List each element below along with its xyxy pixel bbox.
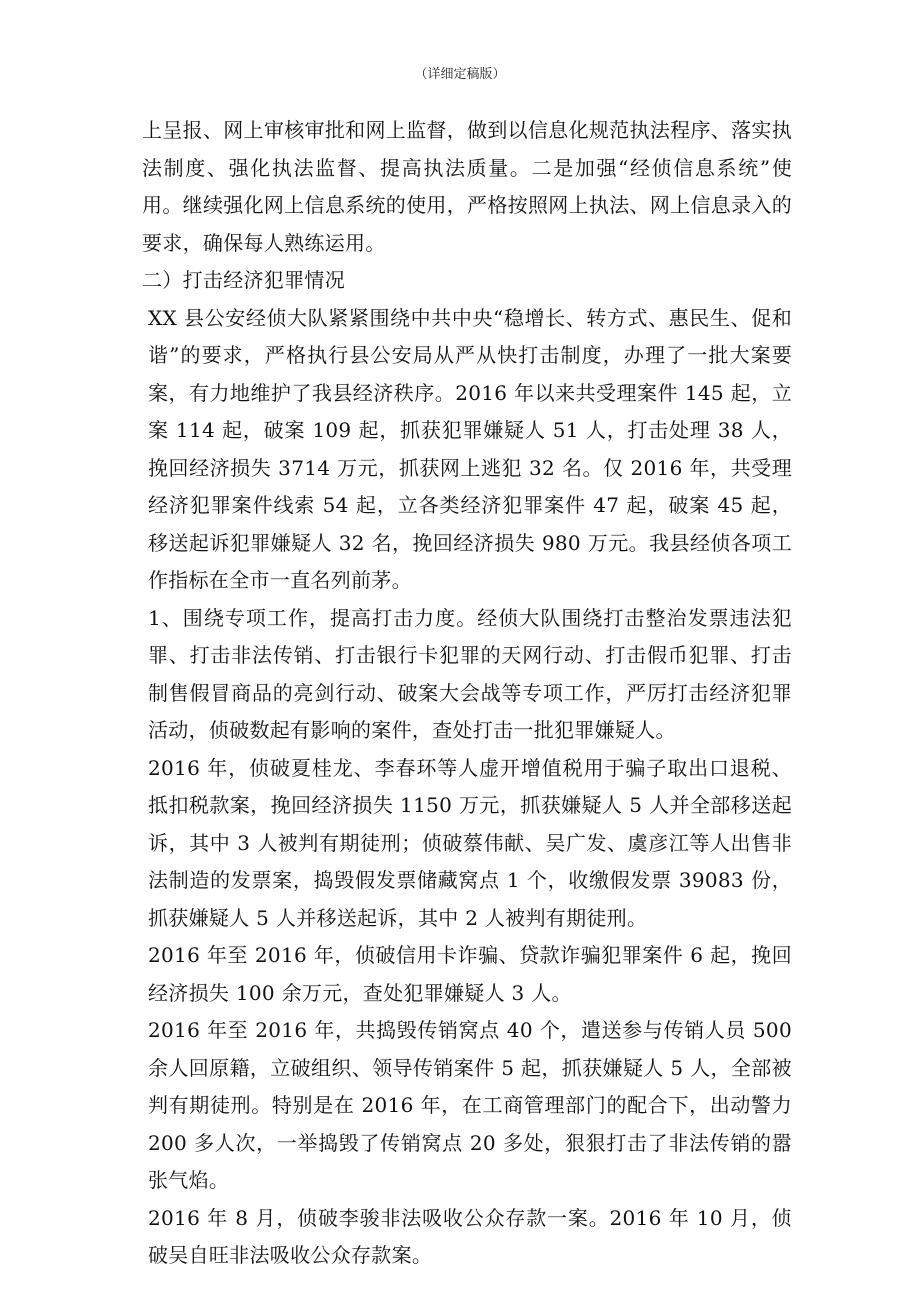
page-header: （详细定稿版） [414,67,506,82]
paragraph-credit-card-fraud: 2016 年至 2016 年，侦破信用卡诈骗、贷款诈骗犯罪案件 6 起，挽回经济损失 100 余万元，查处犯罪嫌疑人 3 人。 [148,943,792,1005]
paragraph-invoice-cases: 2016 年，侦破夏桂龙、李春环等人虚开增值税用于骗子取出口退税、抵扣税款案，挽回经济损失 1150 万元，抓获嫌疑人 5 人并全部移送起诉，其中 3 人被判有期徒刑；侦破蔡伟献、吴广发、虞彦江等人出售非法制造的发票案，捣毁假发票储藏窝点 1 个，收缴假发票 39083 份，抓获嫌疑人 5 人并移送起诉，其中 2 人被判有期徒刑。 [148,755,792,930]
paragraph-illegal-deposits: 2016 年 8 月，侦破李骏非法吸收公众存款一案。2016 年 10 月，侦破吴自旺非法吸收公众存款案。 [148,1205,792,1267]
paragraph-pyramid-schemes: 2016 年至 2016 年，共捣毁传销窝点 40 个，遣送参与传销人员 500 余人回原籍，立破组织、领导传销案件 5 起，抓获嫌疑人 5 人，全部被判有期徒刑。特别是在 2016 年，在工商管理部门的配合下，出动警力 200 多人次，一举捣毁了传销窝点 20 多处，狠狠打击了非法传销的嚣张气焰。 [148,1018,792,1192]
document-body [142,112,792,1275]
paragraph-system-usage: 上呈报、网上审核审批和网上监督，做到以信息化规范执法程序、落实执法制度、强化执法监督、提高执法质量。二是加强“经侦信息系统”使用。继续强化网上信息系统的使用，严格按照网上执法、网上信息录入的要求，确保每人熟练运用。 [142,118,792,255]
section-heading-economic-crime: 二）打击经济犯罪情况 [142,268,345,292]
paragraph-overview: XX 县公安经侦大队紧紧围绕中共中央“稳增长、转方式、惠民生、促和谐”的要求，严格执行县公安局从严从快打击制度，办理了一批大案要案，有力地维护了我县经济秩序。2016 年以来共受理案件 145 起，立案 114 起，破案 109 起，抓获犯罪嫌疑人 51 人，打击处理 38 人，挽回经济损失 3714 万元，抓获网上逃犯 32 名。仅 2016 年，共受理经济犯罪案件线索 54 起，立各类经济犯罪案件 47 起，破案 45 起，移送起诉犯罪嫌疑人 32 名，挽回经济损失 980 万元。我县经侦各项工作指标在全市一直名列前茅。 [148,305,792,592]
paragraph-special-campaigns: 1、围绕专项工作，提高打击力度。经侦大队围绕打击整治发票违法犯罪、打击非法传销、打击银行卡犯罪的天网行动、打击假币犯罪、打击制售假冒商品的亮剑行动、破案大会战等专项工作，严厉打击经济犯罪活动，侦破数起有影响的案件，查处打击一批犯罪嫌疑人。 [148,605,792,742]
